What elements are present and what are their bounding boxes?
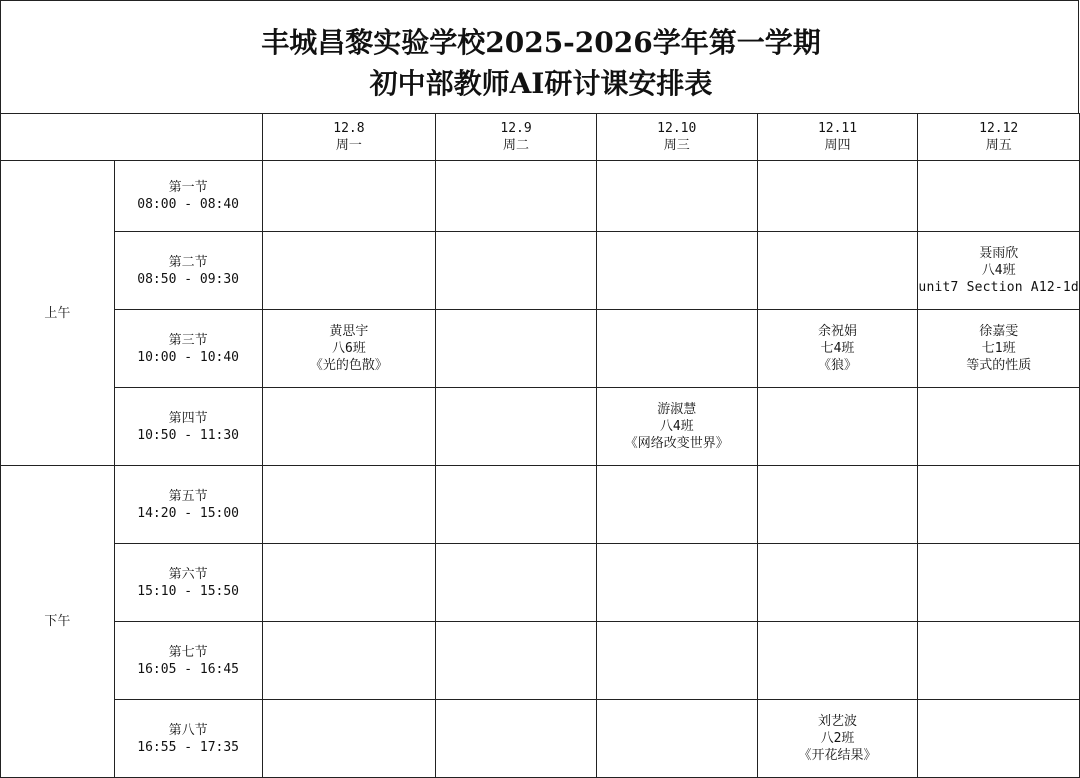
schedule-cell bbox=[757, 388, 918, 466]
day-weekday: 周四 bbox=[824, 138, 851, 153]
schedule-cell bbox=[757, 622, 918, 700]
lesson-teacher: 徐嘉雯 bbox=[979, 324, 1019, 339]
lesson-cell bbox=[262, 310, 436, 388]
lesson-class: 八6班 bbox=[331, 341, 366, 356]
lesson-topic: unit7 Section A12-1d bbox=[918, 280, 1079, 295]
schedule-cell bbox=[436, 310, 597, 388]
lesson-cell bbox=[757, 310, 918, 388]
day-header-tue bbox=[436, 114, 597, 161]
table-row bbox=[1, 700, 1080, 778]
table-row bbox=[1, 466, 1080, 544]
lesson-teacher: 游淑慧 bbox=[657, 402, 697, 417]
title-box bbox=[0, 0, 1079, 113]
schedule-cell bbox=[918, 622, 1080, 700]
lesson-topic: 《开花结果》 bbox=[798, 748, 877, 763]
slot-name: 第四节 bbox=[168, 410, 208, 426]
table-row bbox=[1, 232, 1080, 310]
lesson-topic: 《网络改变世界》 bbox=[624, 436, 729, 451]
schedule-cell bbox=[436, 622, 597, 700]
schedule-cell bbox=[436, 161, 597, 232]
schedule-cell bbox=[262, 161, 436, 232]
slot-label bbox=[114, 544, 262, 622]
schedule-cell bbox=[918, 161, 1080, 232]
lesson-cell bbox=[918, 232, 1080, 310]
slot-time: 10:50 - 11:30 bbox=[137, 427, 240, 443]
schedule-cell bbox=[436, 544, 597, 622]
schedule-cell bbox=[436, 466, 597, 544]
period-morning: 上午 bbox=[1, 161, 115, 466]
slot-time: 08:50 - 09:30 bbox=[137, 271, 240, 287]
schedule-cell bbox=[757, 232, 918, 310]
table-row bbox=[1, 544, 1080, 622]
page-title: 丰城昌黎实验学校2025-2026学年第一学期 bbox=[261, 26, 821, 59]
schedule-cell bbox=[596, 161, 757, 232]
lesson-class: 八4班 bbox=[981, 263, 1016, 278]
day-weekday: 周二 bbox=[503, 138, 530, 153]
day-date: 12.9 bbox=[500, 121, 532, 136]
schedule-cell bbox=[596, 700, 757, 778]
schedule-cell bbox=[262, 232, 436, 310]
schedule-cell bbox=[262, 388, 436, 466]
schedule-cell bbox=[262, 700, 436, 778]
lesson-teacher: 刘艺波 bbox=[818, 714, 858, 729]
slot-label bbox=[114, 310, 262, 388]
slot-name: 第七节 bbox=[168, 644, 208, 660]
day-weekday: 周一 bbox=[335, 138, 362, 153]
schedule-cell bbox=[436, 700, 597, 778]
slot-time: 16:55 - 17:35 bbox=[137, 739, 240, 755]
slot-time: 15:10 - 15:50 bbox=[137, 583, 240, 599]
schedule-cell bbox=[262, 544, 436, 622]
slot-time: 14:20 - 15:00 bbox=[137, 505, 240, 521]
lesson-teacher: 聂雨欣 bbox=[979, 246, 1019, 261]
lesson-class: 七1班 bbox=[981, 341, 1016, 356]
schedule-table bbox=[0, 113, 1080, 778]
lesson-topic: 等式的性质 bbox=[966, 358, 1032, 373]
schedule-cell bbox=[918, 466, 1080, 544]
schedule-cell bbox=[757, 544, 918, 622]
schedule-cell bbox=[596, 466, 757, 544]
slot-label bbox=[114, 232, 262, 310]
day-date: 12.12 bbox=[979, 121, 1019, 136]
lesson-cell bbox=[757, 700, 918, 778]
schedule-cell bbox=[757, 161, 918, 232]
slot-label bbox=[114, 700, 262, 778]
lesson-topic: 《光的色散》 bbox=[309, 358, 388, 373]
day-header-mon bbox=[262, 114, 436, 161]
schedule-cell bbox=[436, 232, 597, 310]
slot-time: 08:00 - 08:40 bbox=[137, 197, 240, 212]
lesson-class: 八2班 bbox=[820, 731, 855, 746]
schedule-cell bbox=[596, 544, 757, 622]
slot-name: 第五节 bbox=[168, 488, 208, 504]
schedule-cell bbox=[596, 232, 757, 310]
slot-name: 第二节 bbox=[168, 254, 208, 270]
table-row bbox=[1, 622, 1080, 700]
period-afternoon: 下午 bbox=[1, 466, 115, 778]
day-weekday: 周三 bbox=[663, 138, 690, 153]
schedule-cell bbox=[918, 388, 1080, 466]
schedule-cell bbox=[262, 622, 436, 700]
page-subtitle: 初中部教师AI研讨课安排表 bbox=[369, 67, 713, 100]
table-row bbox=[1, 310, 1080, 388]
slot-time: 10:00 - 10:40 bbox=[137, 349, 240, 365]
day-date: 12.10 bbox=[657, 121, 697, 136]
day-date: 12.8 bbox=[333, 121, 365, 136]
lesson-topic: 《狼》 bbox=[818, 358, 858, 373]
day-date: 12.11 bbox=[817, 121, 858, 136]
lesson-class: 七4班 bbox=[820, 341, 855, 356]
slot-label bbox=[114, 622, 262, 700]
schedule-cell bbox=[757, 466, 918, 544]
slot-name: 第八节 bbox=[168, 722, 208, 738]
header-row bbox=[1, 114, 1080, 161]
schedule-cell bbox=[596, 310, 757, 388]
day-header-thu bbox=[757, 114, 918, 161]
lesson-cell bbox=[596, 388, 757, 466]
table-row bbox=[1, 388, 1080, 466]
schedule-cell bbox=[596, 622, 757, 700]
schedule-cell bbox=[918, 544, 1080, 622]
header-corner-cell bbox=[1, 114, 263, 161]
schedule-cell bbox=[918, 700, 1080, 778]
slot-time: 16:05 - 16:45 bbox=[137, 661, 240, 677]
lesson-teacher: 余祝娟 bbox=[818, 324, 858, 339]
day-header-fri bbox=[918, 114, 1080, 161]
table-row bbox=[1, 161, 1080, 232]
slot-label bbox=[114, 466, 262, 544]
lesson-class: 八4班 bbox=[659, 419, 694, 434]
slot-name: 第六节 bbox=[168, 566, 208, 582]
lesson-cell bbox=[918, 310, 1080, 388]
schedule-cell bbox=[262, 466, 436, 544]
slot-label bbox=[114, 161, 262, 232]
lesson-teacher: 黄思宇 bbox=[329, 324, 369, 339]
day-weekday: 周五 bbox=[985, 138, 1012, 153]
schedule-cell bbox=[436, 388, 597, 466]
day-header-wed bbox=[596, 114, 757, 161]
slot-name: 第一节 bbox=[168, 180, 208, 195]
slot-name: 第三节 bbox=[168, 332, 208, 348]
slot-label bbox=[114, 388, 262, 466]
